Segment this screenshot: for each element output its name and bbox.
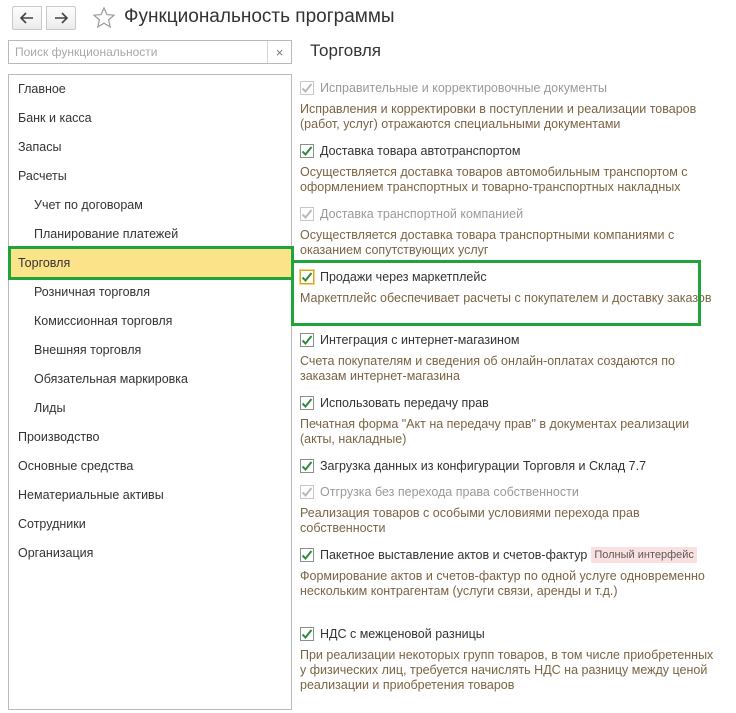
sidebar-item-stock[interactable]: Запасы [18, 140, 62, 154]
sidebar-item-marking[interactable]: Обязательная маркировка [34, 372, 188, 386]
option-label: Доставка товара автотранспортом [320, 144, 521, 158]
option-label: Доставка транспортной компанией [320, 207, 524, 221]
option-batch-acts[interactable] [300, 546, 697, 564]
sidebar-item-fixed-assets[interactable]: Основные средства [18, 459, 134, 473]
option-transport-company[interactable] [300, 205, 523, 223]
checkmark-icon [301, 486, 313, 498]
sidebar-item-employees[interactable]: Сотрудники [18, 517, 86, 531]
option-auto-delivery[interactable] [300, 142, 520, 160]
sidebar-item-bank[interactable]: Банк и касса [18, 111, 92, 125]
checkmark-icon [301, 628, 313, 640]
option-description: Формирование актов и счетов-фактур по одной услуге одновременно нескольким контрагентам (услуги связи, аренды и т.д.) [300, 569, 705, 598]
arrow-right-icon [54, 12, 68, 24]
option-label: Загрузка данных из конфигурации Торговля и Склад 7.7 [320, 459, 647, 473]
option-description: Реализация товаров с особыми условиями перехода прав собственности [300, 506, 640, 535]
option-description: Осуществляется доставка товара транспортными компаниями с оказанием сопутствующих услуг [300, 228, 675, 257]
sidebar-item-trade[interactable]: Торговля [9, 249, 291, 278]
option-description: Печатная форма "Акт на передачу прав" в документах реализации (акты, накладные) [300, 417, 690, 446]
checkbox[interactable] [300, 144, 314, 158]
option-label: Пакетное выставление актов и счетов-фактур [320, 548, 588, 562]
checkmark-icon [301, 460, 313, 472]
option-description: Осуществляется доставка товаров автомобильным транспортом с оформлением транспортных и товарно-транспортных накладных [300, 165, 688, 194]
checkmark-icon [301, 208, 313, 220]
option-vat-margin[interactable] [300, 625, 485, 643]
option-correction-docs[interactable] [300, 79, 607, 97]
option-description: Счета покупателям и сведения об онлайн-оплатах создаются по заказам интернет-магазина [300, 354, 675, 383]
option-marketplace-sales[interactable] [300, 268, 487, 286]
section-title: Торговля [310, 41, 382, 60]
checkbox[interactable] [300, 270, 314, 284]
option-data-import[interactable] [300, 457, 646, 475]
option-description: При реализации некоторых групп товаров, в том числе приобретенных у физических лиц, требуется начислять НДС на разницу между ценой реализации и приобретения товаров [300, 648, 714, 692]
checkbox[interactable] [300, 627, 314, 641]
checkmark-icon [301, 334, 313, 346]
option-label: НДС с межценовой разницы [320, 627, 485, 641]
checkbox[interactable] [300, 207, 314, 221]
sidebar-item-intangible-assets[interactable]: Нематериальные активы [18, 488, 164, 502]
sidebar-item-contracts[interactable]: Учет по договорам [34, 198, 143, 212]
option-rights-transfer[interactable] [300, 394, 489, 412]
checkmark-icon [301, 271, 313, 283]
sidebar-item-payment-planning[interactable]: Планирование платежей [34, 227, 179, 241]
arrow-left-icon [20, 12, 34, 24]
option-label: Использовать передачу прав [320, 396, 489, 410]
title-bar [0, 0, 736, 38]
option-label: Интеграция с интернет-магазином [320, 333, 520, 347]
star-icon [92, 6, 116, 30]
checkmark-icon [301, 82, 313, 94]
forward-button[interactable] [46, 6, 76, 30]
back-button[interactable] [12, 6, 42, 30]
option-label: Исправительные и корректировочные документы [320, 81, 607, 95]
favorite-star-button[interactable] [92, 6, 116, 35]
full-interface-badge: Полный интерфейс [591, 547, 697, 563]
sidebar-item-main[interactable]: Главное [18, 82, 66, 96]
checkbox[interactable] [300, 485, 314, 499]
sidebar [8, 74, 292, 710]
sidebar-item-commission[interactable]: Комиссионная торговля [34, 314, 173, 328]
sidebar-item-organization[interactable]: Организация [18, 546, 94, 560]
checkmark-icon [301, 549, 313, 561]
sidebar-item-leads[interactable]: Лиды [34, 401, 66, 415]
clear-search-button[interactable]: × [267, 41, 291, 63]
search-input[interactable] [9, 41, 267, 63]
checkbox[interactable] [300, 396, 314, 410]
option-label: Продажи через маркетплейс [320, 270, 487, 284]
option-description: Исправления и корректировки в поступлении и реализации товаров (работ, услуг) отражаются специальными документами [300, 102, 697, 131]
window-title: Функциональность программы [124, 6, 395, 27]
checkbox[interactable] [300, 548, 314, 562]
checkmark-icon [301, 397, 313, 409]
sidebar-item-settlements[interactable]: Расчеты [18, 169, 67, 183]
sidebar-item-foreign-trade[interactable]: Внешняя торговля [34, 343, 142, 357]
option-description: Маркетплейс обеспечивает расчеты с покупателем и доставку заказов [300, 291, 712, 305]
checkbox[interactable] [300, 81, 314, 95]
checkmark-icon [301, 145, 313, 157]
option-label: Отгрузка без перехода права собственности [320, 485, 579, 499]
search-box [8, 40, 292, 64]
checkbox[interactable] [300, 333, 314, 347]
sidebar-item-production[interactable]: Производство [18, 430, 100, 444]
option-online-store[interactable] [300, 331, 520, 349]
sidebar-item-retail[interactable]: Розничная торговля [34, 285, 150, 299]
option-shipment-without-ownership[interactable] [300, 483, 579, 501]
checkbox[interactable] [300, 459, 314, 473]
